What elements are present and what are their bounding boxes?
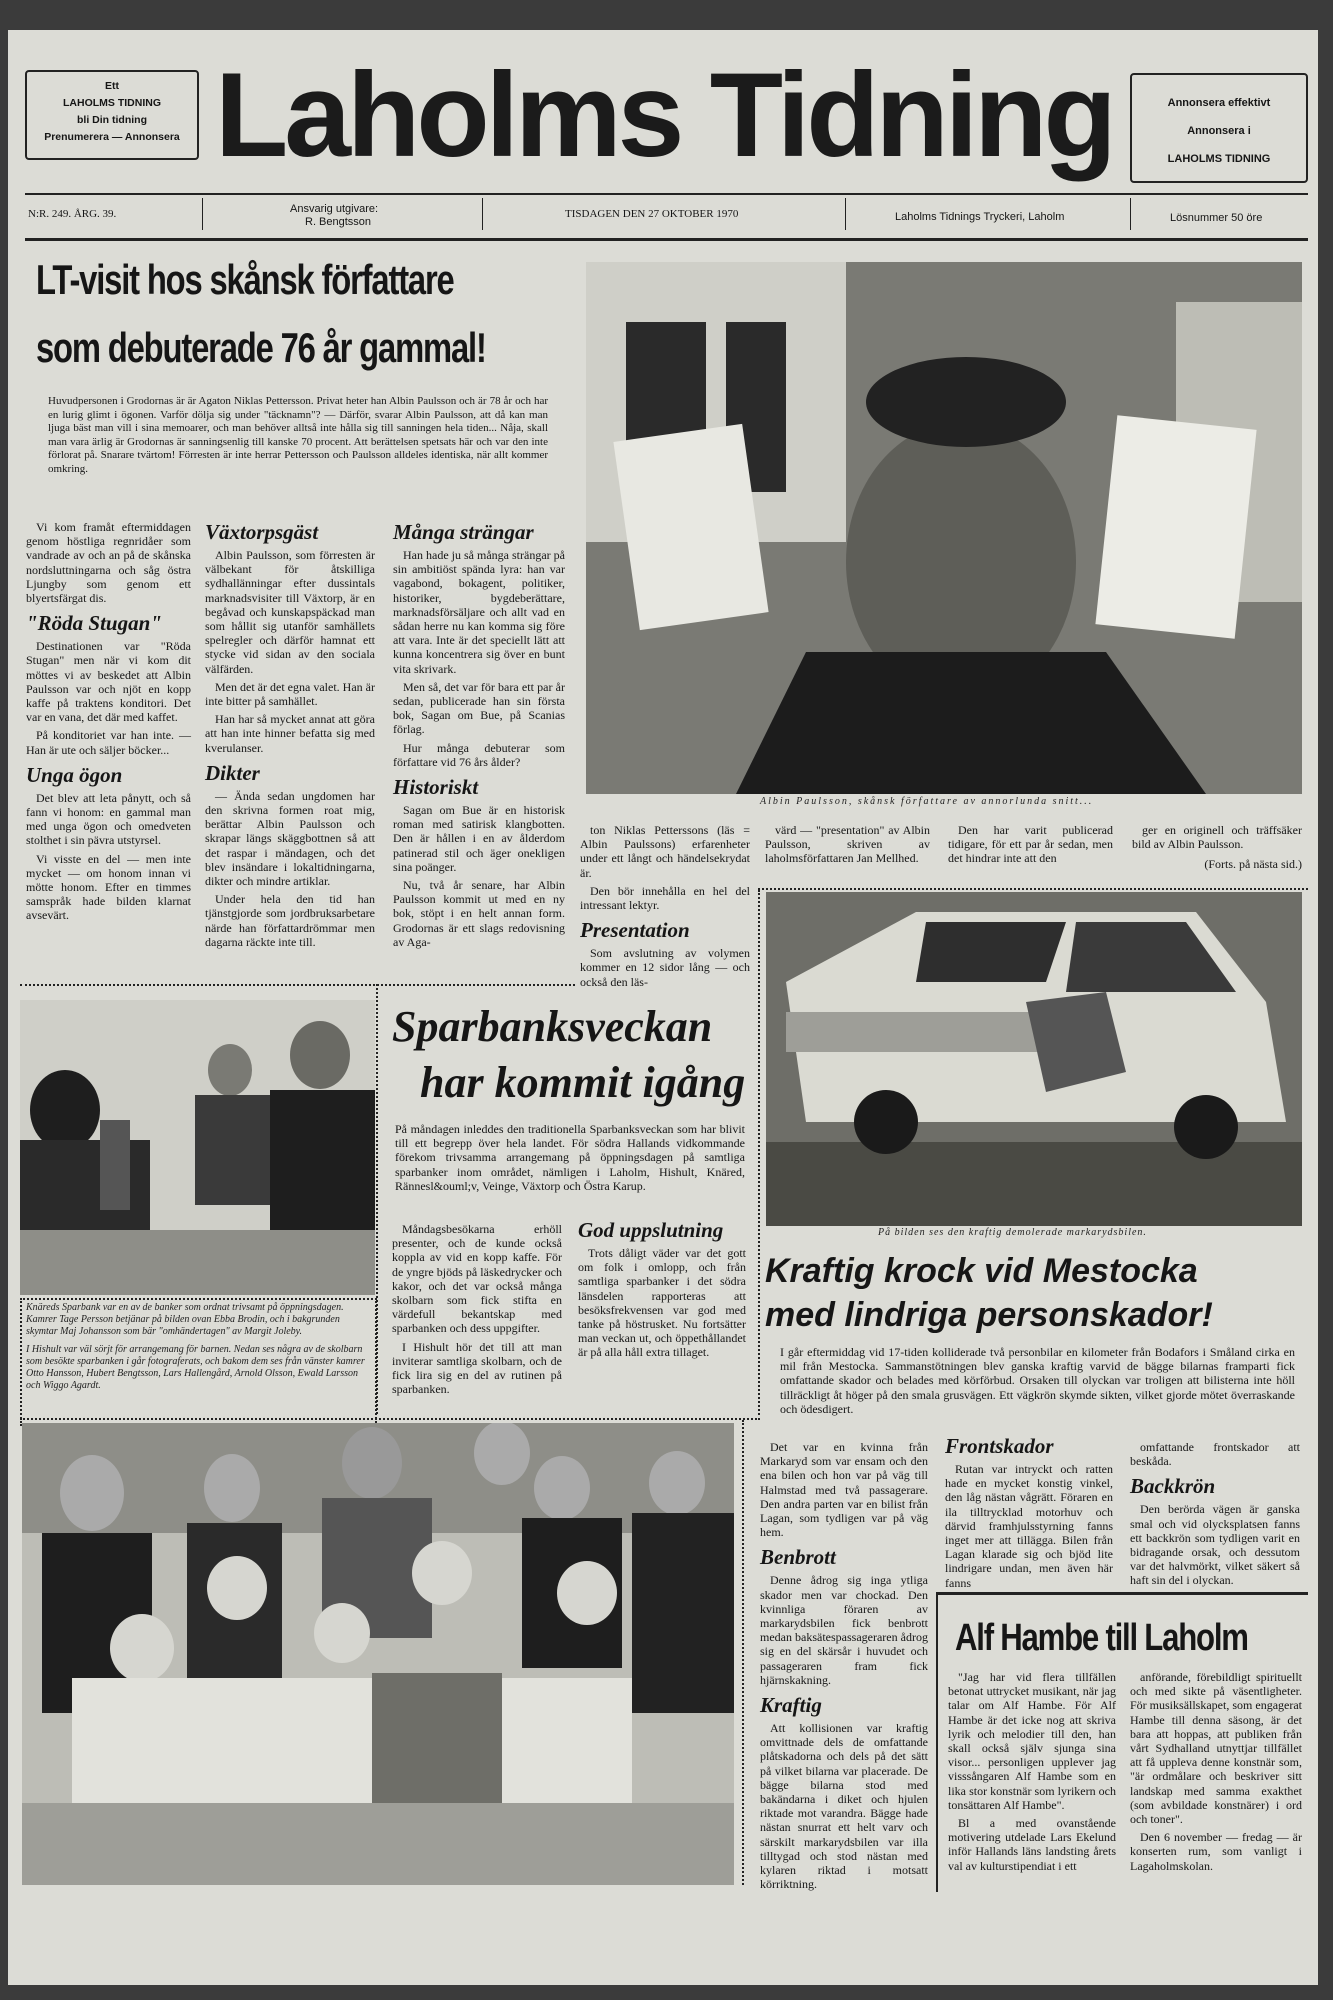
lead-column-4 — [580, 823, 750, 993]
crash-column-3 — [1130, 1440, 1300, 1592]
paragraph: Att kollisionen var kraftig omvittnade dels de omfattande plåtskadorna och dels på det sätt på vilket bilarna var placerade. De bägge bilarna stod med bakändarna i diket och hjulen riktade mot varandra. Bägge hade nästan snurrat ett helt varv och särskilt markarydsbilen var illa tilltygad och stod nästan med kylaren riktad i motsatt körriktning. — [760, 1721, 928, 1892]
lead-column-1 — [26, 520, 191, 927]
section-separator — [758, 888, 1308, 890]
lead-column-7 — [1132, 823, 1302, 872]
alf-box-left — [936, 1592, 938, 1892]
paragraph: Under hela den tid han tjänstgjorde som jordbruksarbetare närde han författardrömmar men dagarna räckte inte till. — [205, 892, 375, 949]
divider — [202, 198, 203, 230]
crash-column-1 — [760, 1440, 928, 1895]
alf-column-1 — [948, 1670, 1116, 1877]
printer-info: Laholms Tidnings Tryckeri, Laholm — [895, 211, 1065, 223]
subheading: Presentation — [580, 918, 690, 943]
sparbank-headline-1: Sparbanksveckan — [392, 1002, 713, 1051]
paragraph: Rutan var intryckt och ratten hade en mycket konstig vinkel, den låg nästan vågrätt. Föraren en ila tilltrycklad motorhuv och därvid framhjulsstyrning fanns inget mer att tillägga. Bilen från Lagan klarade sig och bjöd lite lindrigare undan, men även här fanns — [945, 1462, 1113, 1590]
paragraph: Trots dåligt väder var det gott om folk i omlopp, och från samtliga sparbanker i det södra länsdelen rapporteras att besöksfrekvensen var god med tanke på höstrusket. Nu fortsätter man veckan ut, och öppethållandet är på alla håll extra tillaget. — [578, 1246, 746, 1360]
paragraph: Måndagsbesökarna erhöll presenter, och de kunde också koppla av vid en kopp kaffe. För de yngre bjöds på läskedrycker och kakor, och det var också många skolbarn som fick stifta en värdefull bekantskap med sparbanken och dess uppgifter. — [392, 1222, 562, 1336]
subheading: Kraftig — [760, 1693, 822, 1718]
paragraph: Som avslutning av volymen kommer en 12 sidor lång — och också den läs- — [580, 946, 750, 989]
sparbank-caption-2: I Hishult var väl sörjt för arrangemang för barnen. Nedan ses några av de skolbarn som besökte sparbanken i går fotograferats, och bakom dem ses från vänster kamrer Otto Hansson, Hubert Bengtsson, Lars Hallengård, Arnold Olsson, Ewald Larsson och Wiggo Agardt. — [26, 1344, 365, 1391]
paragraph: I Hishult hör det till att man inviterar samtliga skolbarn, och de fick lira sig en del av rutinen på sparbanken. — [392, 1339, 562, 1397]
subheading: Många strängar — [393, 520, 534, 544]
paragraph: Han hade ju så många strängar på sin ambitiöst spända lyra: han var vagabond, bokagent, politiker, historiker, bygdeberättare, marknadsförsäljare och allt vad en sådan herre nu kan komma sig före att vara. Inte är det speciellt lätt att kunna koncentrera sig över en bunt vita skrivark. — [393, 548, 565, 676]
subheading: God uppslutning — [578, 1218, 724, 1242]
price: Lösnummer 50 öre — [1170, 212, 1263, 224]
masthead-right-box — [1130, 73, 1308, 183]
crash-photo-caption: På bilden ses den kraftig demolerade markarydsbilen. — [878, 1227, 1147, 1238]
sparbank-border — [758, 890, 760, 1415]
masthead-left-box — [25, 70, 199, 160]
subheading: Växtorpsgäst — [205, 520, 319, 544]
left-box-line: Prenumerera — Annonsera — [44, 131, 180, 143]
paragraph: ger en originell och träffsäker bild av Albin Paulsson. — [1132, 823, 1302, 852]
divider — [845, 198, 846, 230]
lead-column-6 — [948, 823, 1113, 870]
left-box-line: Ett — [105, 80, 119, 92]
divider — [1130, 198, 1131, 230]
crash-intro: I går eftermiddag vid 17-tiden kolliderade två personbilar en kilometer från Bodafors i Småland cirka en mil från Mestocka. Sammanstötningen blev ganska kraftig varvid de bägge bilarnas framparti fick omfattande skador och belades med körförbud. Orsaken till olyckan var troligen att bilisterna inte höll tillräckligt åt höger på den smala grusvägen. Ett vägkrön skymde sikten, vilket gjorde mötet överraskande och ödesdigert. — [780, 1345, 1295, 1416]
alf-headline: Alf Hambe till Laholm — [955, 1617, 1248, 1659]
crash-headline-1: Kraftig krock vid Mestocka — [765, 1252, 1198, 1290]
sparbank-caption-box — [20, 1298, 377, 1426]
paragraph: värd — "presentation" av Albin Paulsson, skriven av laholmsförfattaren Jan Mellhed. — [765, 823, 930, 866]
sparbank-border — [742, 1420, 744, 1885]
masthead-rule-bottom — [25, 238, 1308, 241]
sparbank-border — [376, 984, 378, 1414]
section-separator — [20, 1418, 760, 1420]
author-photo-caption: Albin Paulsson, skånsk författare av annorlunda snitt... — [760, 796, 1094, 807]
masthead-rule — [25, 193, 1308, 195]
subheading: "Röda Stugan" — [26, 611, 162, 636]
subheading: Historiskt — [393, 775, 479, 800]
lead-column-5 — [765, 823, 930, 870]
sparbank-caption: Knäreds Sparbank var en av de banker som ordnat trivsamt på öppningsdagen. Kamrer Tage Persson betjänar på bilden ovan Ebba Brodin, och i bakgrunden skymtar Maj Johansson som bär "omhändertagen" av Margit Joleby. — [26, 1302, 344, 1337]
editor-label: Ansvarig utgivare: — [290, 203, 379, 215]
paragraph: På konditoriet var han inte. — Han är ute och säljer böcker... — [26, 728, 191, 757]
subheading: Frontskador — [945, 1434, 1054, 1458]
alf-column-2 — [1130, 1670, 1302, 1877]
continuation-note: (Forts. på nästa sid.) — [1204, 857, 1302, 872]
paragraph: Vi kom framåt eftermiddagen genom höstliga regnridåer som vandrade av och an på de skånska nordsluttningarna och såg östra Ljungby som genom ett blyertsfärgat dis. — [26, 520, 191, 606]
paragraph: "Jag har vid flera tillfällen betonat uttrycket musikant, när jag talar om Alf Hambe. För Alf Hambe är det icke nog att skriva lyrik och melodier till den, han skall också själv sjunga sina visor... personligen upplever jag visssångaren Alf Hambe som en lika stor konstnär som lyrikern och tonsättaren Alf Hambe". — [948, 1670, 1116, 1812]
paragraph: Hur många debuterar som författare vid 76 års ålder? — [393, 740, 565, 769]
lead-headline-2: som debuterade 76 år gammal! — [36, 324, 486, 371]
crash-photo-image — [766, 892, 1302, 1226]
paragraph: ton Niklas Petterssons (läs = Albin Paulssons) erfarenheter under ett långt och händelsekrydat är. — [580, 823, 750, 880]
paragraph: Men så, det var för bara ett par år sedan, publicerade han sin första bok, Sagan om Bue, på Scanias förlag. — [393, 679, 565, 737]
paragraph: Det var en kvinna från Markaryd som var ensam och den ena bilen och hon var på väg till Halmstad med två passagerare. Den andra parten var en bilist från Lagan, som tydligen var på väg hem. — [760, 1440, 928, 1540]
sparbank-photo-image — [20, 1000, 375, 1295]
paragraph: Den bör innehålla en hel del intressant lektyr. — [580, 883, 750, 913]
lead-column-3 — [393, 520, 565, 953]
sparbank-intro: På måndagen inleddes den traditionella Sparbanksveckan som har blivit till ett begrepp över hela landet. För södra Hallands vidkommande förekom trivsamma arrangemang på öppningsdagen på samtliga sparbanker inom området, nämligen i Laholm, Hishult, Knäred, Rännesl&ouml;v, Veinge, Växtorp och Östra Karup. — [395, 1122, 745, 1193]
lead-headline-1: LT-visit hos skånsk författare — [36, 256, 454, 303]
kids-photo-image — [22, 1423, 734, 1885]
author-photo — [586, 262, 1302, 794]
right-box-line: LAHOLMS TIDNING — [1167, 153, 1271, 165]
paragraph: Vi visste en del — men inte mycket — om honom innan vi mötte honom. Efter en timmes samspråk hade bilden klarnat avsevärt. — [26, 851, 191, 923]
paragraph: Han har så mycket annat att göra att han inte hinner befatta sig med kverulanser. — [205, 712, 375, 755]
paragraph: Destinationen var "Röda Stugan" men när vi kom dit möttes vi av beskedet att Albin Paulsson var och njöt en kopp kaffe på traktens konditori. Det var en vana, det där med kaffet. — [26, 639, 191, 725]
editor-name: R. Bengtsson — [305, 216, 372, 228]
left-box-line: LAHOLMS TIDNING — [63, 97, 161, 109]
paragraph: Bl a med ovanstående motivering utdelade Lars Ekelund inför Hallands läns landsting årets val av kulturstipendiat i ett — [948, 1816, 1116, 1873]
author-photo-image — [586, 262, 1302, 794]
issue-number: N:R. 249. ÅRG. 39. — [28, 208, 117, 220]
subheading: Backkrön — [1130, 1474, 1216, 1499]
paragraph: Nu, två år senare, har Albin Paulsson kommit ut med en ny bok, stöpt i en helt annan form. Grodornas är ett slags redovisning av Aga- — [393, 878, 565, 949]
lead-column-2 — [205, 520, 375, 953]
sparbank-headline-2: har kommit igång — [420, 1058, 746, 1107]
paragraph: Denne ådrog sig inga ytliga skador men var chockad. Den kvinnliga föraren av markarydsbilen fick benbrott medan baksätespassageraren ådrog sig en del skärsår i huvudet och passageraren fram fick hjärnskakning. — [760, 1573, 928, 1687]
subheading: Unga ögon — [26, 762, 123, 787]
sparbank-column-2 — [578, 1218, 746, 1364]
paragraph: anförande, förebildligt spirituellt och med sikte på väsentligheter. För musiksällskapet, som engagerat Hambe till denna säsong, är det bara att hoppas, att publiken från vårt Sydhalland utnyttjar tillfället att få uppleva denne konstnär som, "är ordmålare och beskriver sitt landskap med samma exakthet (som avbildade konstnärer) i ord och toner". — [1130, 1670, 1302, 1827]
alf-box-top — [936, 1592, 1308, 1595]
paragraph: — Ända sedan ungdomen har den skrivna formen roat mig, berättar Albin Paulsson och skrapar längs skäggbottnen så att det raspar i mändagen, och det blev insändare i lokaltidningarna, dikter och mindre artiklar. — [205, 788, 375, 889]
crash-photo — [766, 892, 1302, 1226]
sparbank-column-1 — [392, 1222, 562, 1400]
subheading: Dikter — [205, 760, 260, 785]
sparbank-photo — [20, 1000, 375, 1295]
section-separator — [20, 984, 575, 986]
divider — [482, 198, 483, 230]
paragraph: Den berörda vägen är ganska smal och vid olycksplatsen fanns ett backkrön som tydligen varit en bidragande orsak, och dessutom var det halvmörkt, vilket säkert så haft sin del i olyckan. — [1130, 1502, 1300, 1588]
paragraph: Men det är det egna valet. Han är inte bitter på samhället. — [205, 679, 375, 709]
lead-intro: Huvudpersonen i Grodornas är är Agaton Niklas Pettersson. Privat heter han Albin Paulsson och är 78 år och har en lurig glimt i ögonen. Varför dölja sig under "täcknamn"? — Därför, svarar Albin Paulsson, att då kan man ljuga bäst man vill i sina memoarer, och man behöver alltså inte hålla sig till sanningen hela tiden... Nåja, skall man vara ärlig är Grodornas är sanningsenlig till kanske 70 procent. Att berättelsen spetsats här och var den inte förlorat på. Snarare tvärtom! Förresten är inte herrar Pettersson och Paulsson alldeles identiska, när allt kommer omkring. — [48, 395, 548, 475]
paragraph: Albin Paulsson, som förresten är välbekant för åtskilliga sydhallänningar efter dussintals marknadsvisiter till Växtorp, är en begåvad och kunskapspäckad man som hållit sig utanför samhällets spelregler och därför hamnat ett stycke vid sidan av den sociala välfärden. — [205, 548, 375, 676]
issue-date: TISDAGEN DEN 27 OKTOBER 1970 — [565, 208, 739, 220]
crash-column-2 — [945, 1434, 1113, 1594]
paragraph: Den har varit publicerad tidigare, för ett par år sedan, men det hindrar inte att den — [948, 823, 1113, 866]
paragraph: omfattande frontskador att beskåda. — [1130, 1440, 1300, 1469]
right-box-line: Annonsera effektivt — [1167, 97, 1271, 109]
left-box-line: bli Din tidning — [77, 114, 147, 126]
paragraph: Det blev att leta pånytt, och så fann vi honom: en gammal man med unga ögon och omedveten stolthet i sin pävra utstyrsel. — [26, 790, 191, 848]
right-box-line: Annonsera i — [1187, 125, 1251, 137]
paragraph: Sagan om Bue är en historisk roman med satirisk klangbotten. Den är hållen i en av ålderdom patinerad stil och äger onekligen sina poänger. — [393, 803, 565, 874]
subheading: Benbrott — [760, 1545, 836, 1570]
masthead-title: Laholms Tidning — [215, 48, 1113, 182]
crash-headline-2: med lindriga personskador! — [765, 1296, 1213, 1334]
kids-photo — [22, 1423, 734, 1885]
paragraph: Den 6 november — fredag — är konserten rum, som vanligt i Lagaholmskolan. — [1130, 1830, 1302, 1873]
